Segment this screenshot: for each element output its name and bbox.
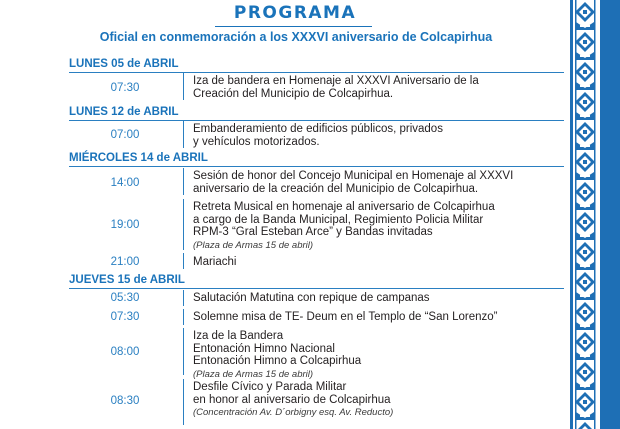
event-separator: [183, 168, 184, 195]
event-separator: [183, 253, 184, 269]
day-divider: [69, 120, 568, 121]
event-separator: [183, 309, 184, 325]
event-separator: [183, 379, 184, 425]
event-separator: [183, 199, 184, 250]
event-time: 07:00: [110, 129, 140, 141]
title-underline: [215, 26, 372, 27]
page-title: PROGRAMA: [233, 3, 357, 23]
day-heading: MIÉRCOLES 14 de ABRIL: [69, 152, 208, 164]
event-time: 07:30: [110, 311, 140, 323]
event-separator: [183, 290, 184, 306]
event-separator: [183, 73, 184, 100]
event-separator: [183, 328, 184, 375]
event-description: Mariachi: [193, 256, 237, 268]
event-description: Retreta Musical en homenaje al aniversario de Colcapirhua a cargo de la Banda Municipal, Regimiento Policia Militar RPM-3 “Gral Esteban Arce” y Bandas invitadas (Plaza de Armas 15 de abril): [193, 201, 563, 253]
page-subtitle: Oficial en conmemoración a los XXXVI aniversario de Colcapirhua: [99, 30, 493, 44]
event-time: 08:30: [110, 395, 140, 407]
event-time: 19:00: [110, 219, 140, 231]
day-divider: [69, 166, 568, 167]
event-time: 05:30: [110, 292, 140, 304]
event-description: Desfile Cívico y Parada Militar en honor al aniversario de Colcapirhua (Concentración Av. D´orbigny esq. Av. Reducto): [193, 381, 563, 420]
event-location-note: (Concentración Av. D´orbigny esq. Av. Reducto): [193, 407, 394, 419]
day-divider: [69, 72, 568, 73]
event-description: Iza de bandera en Homenaje al XXXVI Aniversario de la Creación del Municipio de Colcapirhua.: [193, 75, 479, 100]
day-heading: LUNES 12 de ABRIL: [69, 106, 179, 118]
event-description: Solemne misa de TE- Deum en el Templo de “San Lorenzo”: [193, 311, 498, 323]
day-heading: JUEVES 15 de ABRIL: [69, 274, 185, 286]
decorative-border: [564, 0, 620, 429]
event-description: Salutación Matutina con repique de campanas: [193, 292, 430, 304]
event-description: Iza de la Bandera Entonación Himno Nacional Entonación Himno a Colcapirhua (Plaza de Armas 15 de abril): [193, 330, 563, 382]
event-location-note: (Plaza de Armas 15 de abril): [193, 240, 314, 252]
event-time: 21:00: [110, 256, 140, 268]
event-location-note: (Plaza de Armas 15 de abril): [193, 369, 314, 381]
event-description: Sesión de honor del Concejo Municipal en Homenaje al XXXVI aniversario de la creación del Municipio de Colcapirhua.: [193, 170, 514, 195]
event-description: Embanderamiento de edificios públicos, privados y vehículos motorizados.: [193, 123, 443, 148]
event-time: 14:00: [110, 177, 140, 189]
event-separator: [183, 121, 184, 148]
day-divider: [69, 288, 568, 289]
day-heading: LUNES 05 de ABRIL: [69, 58, 179, 70]
event-time: 08:00: [110, 346, 140, 358]
event-time: 07:30: [110, 82, 140, 94]
